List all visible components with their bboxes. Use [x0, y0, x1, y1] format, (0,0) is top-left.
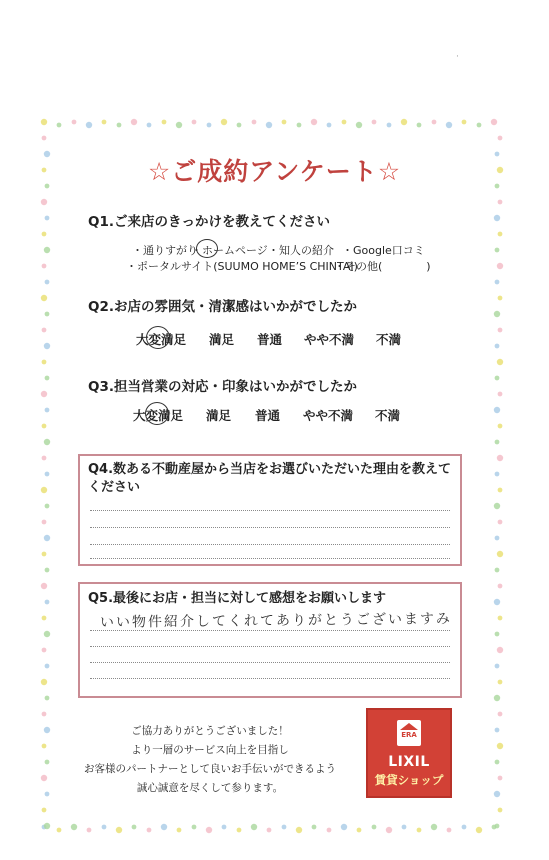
q5-question: Q5.最後にお店・担当に対して感想をお願いします [88, 591, 387, 606]
frame-dot [162, 120, 167, 125]
frame-dot [494, 407, 500, 413]
frame-dot [498, 584, 503, 589]
q4-answer-box[interactable] [78, 454, 462, 566]
frame-dot [495, 280, 500, 285]
frame-dot [497, 455, 503, 461]
q3-selection-circle [145, 402, 169, 425]
lixil-shop-logo [366, 708, 452, 798]
frame-dot [342, 120, 347, 125]
frame-dot [42, 520, 47, 525]
q2-rating-satisfied[interactable]: 満足 [209, 332, 235, 347]
answer-line [90, 544, 450, 545]
q3-rating-very-satisfied[interactable]: 大変満足 [133, 408, 184, 423]
frame-dot [494, 503, 500, 509]
frame-dot [57, 828, 62, 833]
frame-dot [237, 123, 242, 128]
frame-dot [177, 828, 182, 833]
frame-dot [417, 828, 422, 833]
frame-dot [41, 199, 47, 205]
answer-line [90, 662, 450, 663]
frame-dot [446, 122, 452, 128]
frame-dot [495, 760, 500, 765]
frame-dot [42, 616, 47, 621]
frame-dot [372, 825, 377, 830]
frame-dot [131, 119, 137, 125]
frame-dot [176, 122, 182, 128]
frame-dot [45, 504, 50, 509]
q2-rating-dissatisfied[interactable]: 不満 [376, 332, 402, 347]
frame-dot [497, 647, 503, 653]
frame-dot [44, 247, 50, 253]
frame-dot [42, 648, 47, 653]
frame-dot [206, 827, 212, 833]
q4-question-line1: Q4.数ある不動産屋から当店をお選びいただいた理由を教えて [88, 462, 452, 477]
q1-option-portal-site[interactable]: ・ポータルサイト(SUUMO HOME’S CHINTAI) [126, 260, 358, 273]
frame-dot [387, 123, 392, 128]
q1-option-homepage[interactable]: ・ホームページ [191, 244, 268, 257]
frame-dot [45, 792, 50, 797]
survey-title [0, 152, 549, 188]
closing-line-1: ご協力ありがとうございました！ [131, 725, 289, 737]
rental-shop-text: 賃貸ショップ [374, 773, 444, 787]
frame-dot [44, 535, 50, 541]
frame-dot [495, 472, 500, 477]
q3-rating-satisfied[interactable]: 満足 [206, 408, 232, 423]
frame-dot [356, 122, 362, 128]
frame-dot [476, 827, 482, 833]
frame-dot [498, 424, 503, 429]
frame-dot [45, 216, 50, 221]
era-house-icon [397, 720, 421, 746]
frame-dot [311, 119, 317, 125]
frame-dot [495, 728, 500, 733]
frame-dot [192, 120, 197, 125]
frame-dot [41, 679, 47, 685]
frame-dot [42, 136, 47, 141]
frame-dot [41, 295, 47, 301]
frame-dot [495, 344, 500, 349]
frame-dot [462, 120, 467, 125]
q1-option-google-review[interactable]: ・Google口コミ [342, 244, 425, 257]
house-roof-icon [400, 723, 418, 730]
frame-dot [498, 712, 503, 717]
frame-dot [57, 123, 62, 128]
frame-dot [42, 456, 47, 461]
frame-dot [192, 825, 197, 830]
frame-dot [251, 824, 257, 830]
frame-dot [282, 120, 287, 125]
frame-dot [45, 472, 50, 477]
frame-dot [417, 123, 422, 128]
q1-option-passing-by[interactable]: ・通りすがり [132, 244, 198, 257]
frame-dot [71, 824, 77, 830]
frame-dot [495, 376, 500, 381]
frame-dot [45, 312, 50, 317]
frame-dot [495, 664, 500, 669]
frame-dot [132, 825, 137, 830]
frame-dot [45, 696, 50, 701]
frame-dot [495, 440, 500, 445]
answer-line [90, 510, 450, 511]
closing-line-3: お客様のパートナーとして良いお手伝いができるよう [84, 763, 336, 775]
frame-dot [327, 123, 332, 128]
frame-dot [497, 551, 503, 557]
closing-line-2: より一層のサービス向上を目指し [131, 744, 289, 756]
frame-dot [45, 408, 50, 413]
frame-dot [498, 776, 503, 781]
frame-dot [44, 823, 50, 829]
frame-dot [447, 828, 452, 833]
frame-dot [102, 120, 107, 125]
frame-dot [491, 119, 497, 125]
frame-dot [41, 775, 47, 781]
q4-question-line2: ください [88, 480, 141, 495]
q3-question: Q3.担当営業の対応・印象はいかがでしたか [88, 379, 357, 395]
frame-dot [102, 825, 107, 830]
frame-dot [498, 232, 503, 237]
frame-dot [282, 825, 287, 830]
frame-dot [116, 827, 122, 833]
frame-dot [372, 120, 377, 125]
frame-dot [117, 123, 122, 128]
frame-dot [207, 123, 212, 128]
frame-dot [312, 825, 317, 830]
answer-line [90, 678, 450, 679]
q3-rating-somewhat-dissatisfied[interactable]: やや不満 [303, 408, 354, 423]
frame-dot [497, 263, 503, 269]
frame-dot [42, 808, 47, 813]
answer-line [90, 558, 450, 559]
frame-dot [495, 568, 500, 573]
frame-dot [498, 808, 503, 813]
frame-dot [431, 824, 437, 830]
frame-dot [498, 296, 503, 301]
frame-dot [44, 439, 50, 445]
frame-dot [401, 119, 407, 125]
scan-mark: · [456, 52, 459, 62]
frame-dot [42, 744, 47, 749]
frame-dot [267, 828, 272, 833]
frame-dot [42, 264, 47, 269]
q5-answer-box[interactable] [78, 582, 462, 698]
frame-dot [432, 120, 437, 125]
q1-option-referral[interactable]: ・知人の紹介 [268, 244, 334, 257]
q3-rating-average[interactable]: 普通 [255, 408, 281, 423]
frame-dot [42, 712, 47, 717]
q1-selection-circle [196, 239, 218, 258]
frame-dot [327, 828, 332, 833]
q2-rating-somewhat-dissatisfied[interactable]: やや不満 [304, 332, 355, 347]
frame-dot [41, 487, 47, 493]
frame-dot [44, 727, 50, 733]
q2-rating-average[interactable]: 普通 [257, 332, 283, 347]
frame-dot [386, 827, 392, 833]
frame-dot [494, 311, 500, 317]
frame-dot [42, 552, 47, 557]
frame-dot [498, 200, 503, 205]
frame-dot [498, 392, 503, 397]
frame-dot [494, 695, 500, 701]
q1-question: Q1.ご来店のきっかけを教えてください [88, 214, 330, 230]
frame-dot [147, 828, 152, 833]
q2-selection-circle [146, 326, 170, 349]
frame-dot [86, 122, 92, 128]
frame-dot [42, 424, 47, 429]
frame-dot [41, 391, 47, 397]
frame-dot [498, 136, 503, 141]
frame-dot [45, 664, 50, 669]
q1-option-other[interactable]: ・その他( ) [334, 260, 431, 273]
frame-dot [402, 825, 407, 830]
star-icon: ☆ [377, 157, 402, 186]
frame-dot [221, 119, 227, 125]
frame-dot [297, 123, 302, 128]
frame-dot [72, 120, 77, 125]
frame-dot [494, 215, 500, 221]
frame-dot [41, 583, 47, 589]
frame-dot [45, 600, 50, 605]
frame-dot [498, 680, 503, 685]
frame-dot [296, 827, 302, 833]
frame-dot [42, 360, 47, 365]
frame-dot [495, 248, 500, 253]
frame-dot [45, 376, 50, 381]
frame-dot [161, 824, 167, 830]
frame-dot [498, 520, 503, 525]
frame-dot [252, 120, 257, 125]
lixil-brand-text: LIXIL [388, 754, 430, 770]
q5-handwritten-answer: いい物件紹介してくれてありがとうございますみ [99, 611, 453, 631]
frame-dot [42, 328, 47, 333]
answer-line [90, 527, 450, 528]
frame-dot [462, 825, 467, 830]
frame-dot [495, 632, 500, 637]
q2-rating-very-satisfied[interactable]: 大変満足 [136, 332, 187, 347]
closing-line-4: 誠心誠意を尽くして参ります。 [136, 782, 284, 794]
frame-dot [222, 825, 227, 830]
frame-dot [494, 599, 500, 605]
frame-dot [341, 824, 347, 830]
frame-dot [237, 828, 242, 833]
frame-dot [497, 359, 503, 365]
frame-dot [41, 119, 47, 125]
frame-dot [266, 122, 272, 128]
frame-dot [87, 828, 92, 833]
frame-dot [477, 123, 482, 128]
frame-dot [498, 328, 503, 333]
frame-dot [495, 824, 500, 829]
frame-dot [147, 123, 152, 128]
q2-question: Q2.お店の雰囲気・清潔感はいかがでしたか [88, 299, 357, 315]
frame-dot [495, 536, 500, 541]
q3-rating-dissatisfied[interactable]: 不満 [375, 408, 401, 423]
frame-dot [494, 791, 500, 797]
star-icon: ☆ [147, 157, 172, 186]
frame-dot [42, 232, 47, 237]
frame-dot [498, 488, 503, 493]
frame-dot [45, 760, 50, 765]
frame-dot [357, 828, 362, 833]
frame-dot [45, 280, 50, 285]
survey-title-text: ご成約アンケート [171, 157, 378, 186]
era-logo-text: ERA [401, 731, 417, 739]
frame-dot [497, 743, 503, 749]
frame-dot [45, 568, 50, 573]
frame-dot [44, 343, 50, 349]
answer-line [90, 646, 450, 647]
frame-dot [498, 616, 503, 621]
frame-dot [44, 631, 50, 637]
